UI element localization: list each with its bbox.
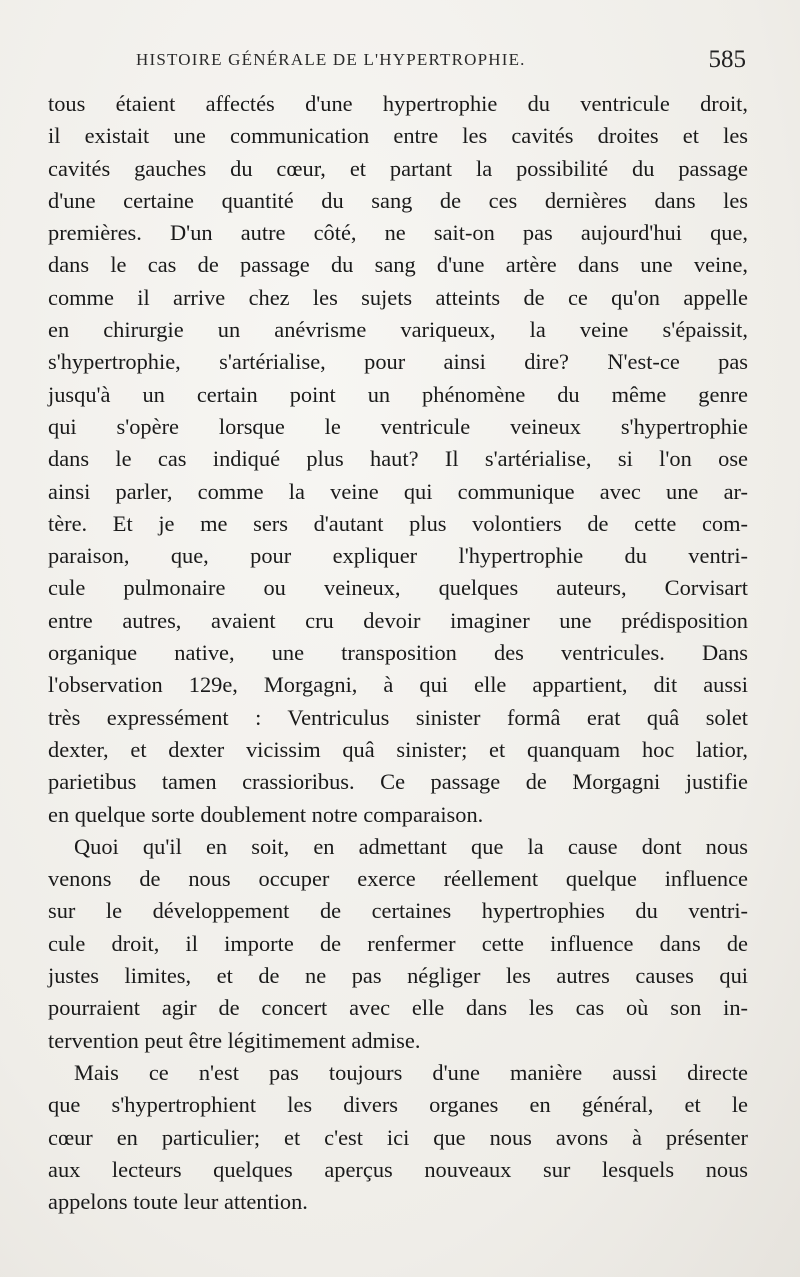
text-line: aux lecteurs quelques aperçus nouveaux sur lesquels nous bbox=[48, 1156, 748, 1182]
text-line: justes limites, et de ne pas négliger les autres causes qui bbox=[48, 963, 748, 989]
text-line: dans le cas de passage du sang d'une artère dans une veine, bbox=[48, 252, 748, 278]
text-line: parietibus tamen crassioribus. Ce passage de Morgagni justifie bbox=[48, 769, 748, 795]
text-line: très expressément : Ventriculus sinister formâ erat quâ solet bbox=[48, 704, 748, 730]
text-line: cule droit, il importe de renfermer cette influence dans de bbox=[48, 930, 748, 956]
text-line: dans le cas indiqué plus haut? Il s'artérialise, si l'on ose bbox=[48, 446, 748, 472]
text-line: jusqu'à un certain point un phénomène du même genre bbox=[48, 381, 748, 407]
text-line: cœur en particulier; et c'est ici que nous avons à présenter bbox=[48, 1124, 748, 1150]
body-text bbox=[48, 88, 748, 1218]
running-title: HISTOIRE GÉNÉRALE DE L'HYPERTROPHIE. bbox=[136, 50, 526, 69]
page-header bbox=[48, 46, 746, 76]
text-line: Mais ce n'est pas toujours d'une manière aussi directe bbox=[74, 1059, 748, 1085]
text-line: en chirurgie un anévrisme variqueux, la veine s'épaissit, bbox=[48, 317, 748, 343]
text-line: Quoi qu'il en soit, en admettant que la cause dont nous bbox=[74, 833, 748, 859]
text-line: appelons toute leur attention. bbox=[48, 1189, 308, 1215]
text-line: l'observation 129e, Morgagni, à qui elle appartient, dit aussi bbox=[48, 672, 748, 698]
text-line: tous étaient affectés d'une hypertrophie du ventricule droit, bbox=[48, 91, 748, 116]
text-line: que s'hypertrophient les divers organes en général, et le bbox=[48, 1092, 748, 1118]
text-line: tère. Et je me sers d'autant plus volontiers de cette com- bbox=[48, 510, 748, 536]
text-line: premières. D'un autre côté, ne sait-on pas aujourd'hui que, bbox=[48, 220, 748, 246]
text-line: pourraient agir de concert avec elle dans les cas où son in- bbox=[48, 995, 748, 1021]
text-line: entre autres, avaient cru devoir imaginer une prédisposition bbox=[48, 607, 748, 633]
text-line: comme il arrive chez les sujets atteints de ce qu'on appelle bbox=[48, 284, 748, 310]
text-line: qui s'opère lorsque le ventricule veineux s'hypertrophie bbox=[48, 413, 748, 439]
text-line: tervention peut être légitimement admise. bbox=[48, 1027, 421, 1053]
text-line: il existait une communication entre les cavités droites et les bbox=[48, 123, 748, 149]
page-number: 585 bbox=[708, 46, 746, 73]
text-line: ainsi parler, comme la veine qui communique avec une ar- bbox=[48, 478, 748, 504]
text-line: paraison, que, pour expliquer l'hypertrophie du ventri- bbox=[48, 543, 748, 569]
text-line: en quelque sorte doublement notre comparaison. bbox=[48, 801, 484, 827]
text-line: venons de nous occuper exerce réellement quelque influence bbox=[48, 866, 748, 892]
text-line: cavités gauches du cœur, et partant la possibilité du passage bbox=[48, 155, 748, 181]
text-line: dexter, et dexter vicissim quâ sinister; et quanquam hoc latior, bbox=[48, 736, 748, 762]
text-line: d'une certaine quantité du sang de ces dernières dans les bbox=[48, 187, 748, 213]
text-line: s'hypertrophie, s'artérialise, pour ainsi dire? N'est-ce pas bbox=[48, 349, 748, 375]
text-line: sur le développement de certaines hypertrophies du ventri- bbox=[48, 898, 748, 924]
text-line: organique native, une transposition des ventricules. Dans bbox=[48, 640, 748, 666]
text-line: cule pulmonaire ou veineux, quelques auteurs, Corvisart bbox=[48, 575, 748, 601]
